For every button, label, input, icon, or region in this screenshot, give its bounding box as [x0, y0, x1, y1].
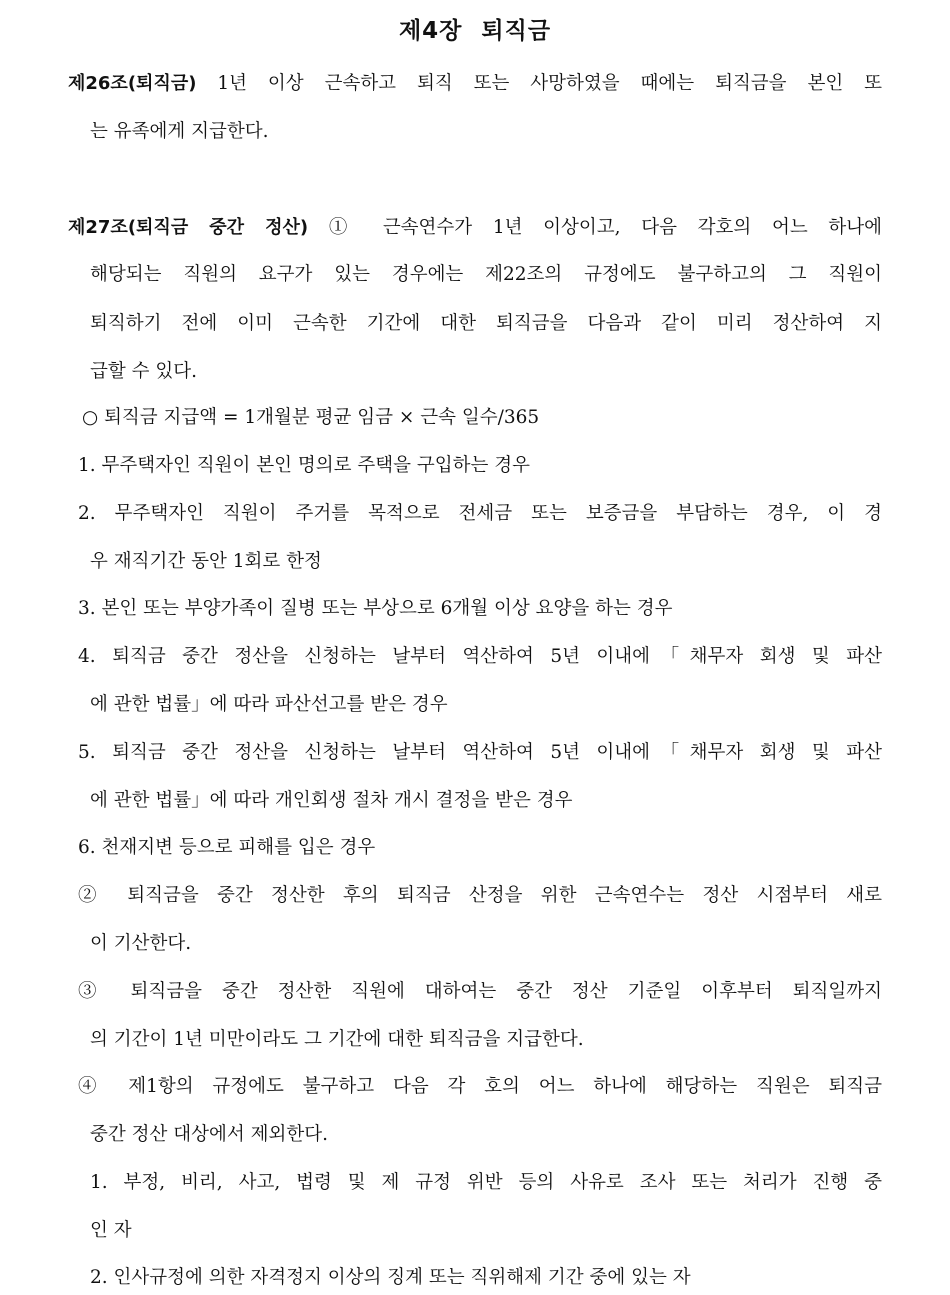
- paragraph-4-line-1: ④ 제1항의 규정에도 불구하고 다음 각 호의 어느 하나에 해당하는 직원은 퇴직금: [78, 1076, 882, 1097]
- chapter-title: 제4장 퇴직금: [398, 18, 552, 44]
- list-item-1: 1. 무주택자인 직원이 본인 명의로 주택을 구입하는 경우: [78, 455, 530, 476]
- severance-formula: ○ 퇴직금 지급액 = 1개월분 평균 임금 × 근속 일수/365: [82, 407, 540, 428]
- article-27-line-3: 퇴직하기 전에 이미 근속한 기간에 대한 퇴직금을 다음과 같이 미리 정산하여 지: [90, 313, 882, 334]
- paragraph-2-line-2: 이 기산한다.: [90, 933, 192, 954]
- paragraph-2-line-1: ② 퇴직금을 중간 정산한 후의 퇴직금 산정을 위한 근속연수는 정산 시점부터 새로: [78, 885, 882, 906]
- article-26-heading: 제26조(퇴직금): [68, 73, 197, 94]
- list-item-4-line-1: 4. 퇴직금 중간 정산을 신청하는 날부터 역산하여 5년 이내에「채무자 회생 및 파산: [78, 646, 882, 667]
- paragraph-3-line-1: ③ 퇴직금을 중간 정산한 직원에 대하여는 중간 정산 기준일 이후부터 퇴직일까지: [78, 981, 882, 1002]
- article-27-line-2: 해당되는 직원의 요구가 있는 경우에는 제22조의 규정에도 불구하고의 그 직원이: [90, 264, 882, 285]
- article-26-text-1: 1년 이상 근속하고 퇴직 또는 사망하였을 때에는 퇴직금을 본인 또: [196, 73, 882, 94]
- list-item-4-line-2: 에 관한 법률」에 따라 파산선고를 받은 경우: [90, 694, 448, 715]
- list-item-2-line-2: 우 재직기간 동안 1회로 한정: [90, 551, 322, 572]
- exclusion-item-2: 2. 인사규정에 의한 자격정지 이상의 징계 또는 직위해제 기간 중에 있는 자: [90, 1267, 691, 1288]
- article-27-line-1: [68, 215, 882, 241]
- exclusion-item-1-line-1: 1. 부정, 비리, 사고, 법령 및 제 규정 위반 등의 사유로 조사 또는 처리가 진행 중: [90, 1172, 882, 1193]
- article-27-heading: 제27조(퇴직금 중간 정산): [68, 217, 309, 238]
- paragraph-3-line-2: 의 기간이 1년 미만이라도 그 기간에 대한 퇴직금을 지급한다.: [90, 1029, 584, 1050]
- list-item-6: 6. 천재지변 등으로 피해를 입은 경우: [78, 837, 376, 858]
- paragraph-4-line-2: 중간 정산 대상에서 제외한다.: [90, 1124, 328, 1145]
- exclusion-item-1-line-2: 인 자: [90, 1220, 132, 1241]
- list-item-5-line-1: 5. 퇴직금 중간 정산을 신청하는 날부터 역산하여 5년 이내에「채무자 회생 및 파산: [78, 742, 882, 763]
- article-26-line-2: 는 유족에게 지급한다.: [90, 121, 269, 142]
- article-27-line-4: 급할 수 있다.: [90, 361, 197, 382]
- article-26-line-1: [68, 71, 882, 97]
- list-item-2-line-1: 2. 무주택자인 직원이 주거를 목적으로 전세금 또는 보증금을 부담하는 경우, 이 경: [78, 503, 882, 524]
- article-27-text-1: ① 근속연수가 1년 이상이고, 다음 각호의 어느 하나에: [308, 217, 882, 238]
- list-item-3: 3. 본인 또는 부양가족이 질병 또는 부상으로 6개월 이상 요양을 하는 경우: [78, 598, 673, 619]
- list-item-5-line-2: 에 관한 법률」에 따라 개인회생 절차 개시 결정을 받은 경우: [90, 790, 573, 811]
